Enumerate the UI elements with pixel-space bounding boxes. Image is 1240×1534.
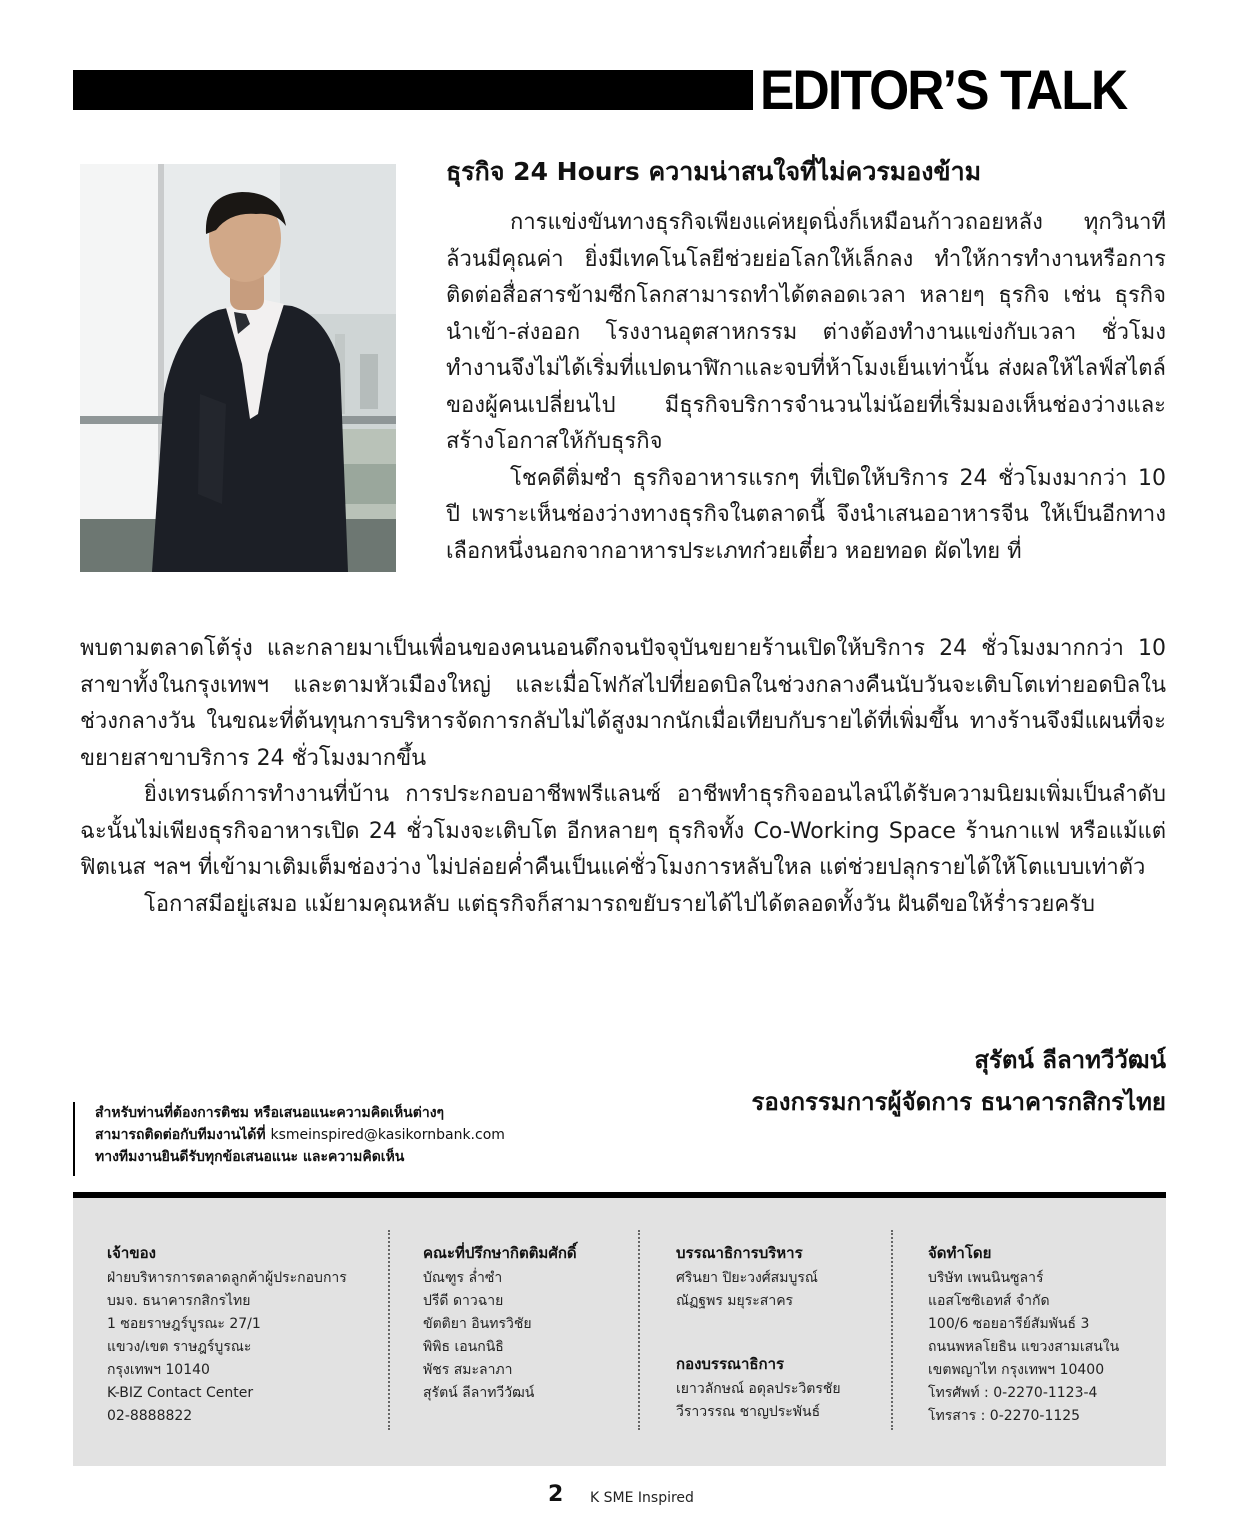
footer-editorial-line: เยาวลักษณ์ อดุลประวิตรชัย [676, 1381, 841, 1397]
paragraph-2-continued: พบตามตลาดโต้รุ่ง และกลายมาเป็นเพื่อนของคนนอนดึกจนปัจจุบันขยายร้านเปิดให้บริการ 24 ชั่วโมงมากกว่า 10 สาขาทั้งในกรุงเทพฯ และตามหัวเมืองใหญ่ และเมื่อโฟกัสไปที่ยอดบิลในช่วงกลางคืนนับวันจะเติบโตเท่ายอดบิลในช่วงกลางวัน ในขณะที่ต้นทุนการบริหารจัดการกลับไม่ได้สูงมากนักเมื่อเทียบกับรายได้ที่เพิ่มขึ้น ทางร้านจึงมีแผนที่จะขยายสาขาบริการ 24 ชั่วโมงมากขึ้น [80, 636, 1166, 771]
footer-managing-editors-heading: บรรณาธิการบริหาร [676, 1244, 803, 1262]
masthead-footer [73, 1198, 1166, 1466]
footer-producer-line: โทรศัพท์ : 0-2270-1123-4 [928, 1385, 1098, 1401]
footer-editorial-line: วีราวรรณ ชาญประพันธ์ [676, 1404, 821, 1420]
footer-owner-line: 1 ซอยราษฎร์บูรณะ 27/1 [107, 1316, 261, 1332]
article-title: ธุรกิจ 24 Hours ความน่าสนใจที่ไม่ควรมองข้าม [446, 157, 982, 186]
footer-owner-line: 02-8888822 [107, 1408, 193, 1424]
footer-owner-line: บมจ. ธนาคารกสิกรไทย [107, 1293, 251, 1309]
footer-producer-line: 100/6 ซอยอารีย์สัมพันธ์ 3 [928, 1316, 1090, 1332]
magazine-name: K SME Inspired [590, 1490, 694, 1506]
footer-advisors-line: บัณฑูร ล่ำซำ [423, 1270, 503, 1286]
footer-producer-line: บริษัท เพนนินซูลาร์ [928, 1270, 1044, 1286]
page-number: 2 [548, 1482, 564, 1507]
paragraph-2-start: โชคดีติ่มซำ ธุรกิจอาหารแรกๆ ที่เปิดให้บริการ 24 ชั่วโมงมากว่า 10 ปี เพราะเห็นช่องว่างทางธุรกิจในตลาดนี้ จึงนำเสนออาหารจีน ให้เป็นอีกทางเลือกหนึ่งนอกจากอาหารประเภทก๋วยเตี๋ยว หอยทอด ผัดไทย ที่ [446, 465, 1166, 564]
footer-advisors-line: ขัตติยา อินทรวิชัย [423, 1316, 532, 1332]
footer-owner-line: แขวง/เขต ราษฎร์บูรณะ [107, 1339, 252, 1355]
contact-email-link[interactable]: ksmeinspired@kasikornbank.com [270, 1127, 505, 1143]
footer-managing-editors [676, 1242, 891, 1424]
footer-divider [388, 1230, 390, 1430]
signature-name: สุรัตน์ ลีลาทวีวัฒน์ [974, 1046, 1166, 1074]
footer-producer-heading: จัดทำโดย [928, 1244, 992, 1262]
footer-managing-editors-line: ณัฏฐพร มยุระสาคร [676, 1293, 794, 1309]
footer-owner-line: K-BIZ Contact Center [107, 1385, 254, 1401]
footer-advisors-line: พิพิธ เอนกนิธิ [423, 1339, 504, 1355]
footer-producer-line: เขตพญาไท กรุงเทพฯ 10400 [928, 1362, 1105, 1378]
article-column-full [80, 631, 1166, 923]
footer-divider [638, 1230, 640, 1430]
footer-producer-line: ถนนพหลโยธิน แขวงสามเสนใน [928, 1339, 1120, 1355]
paragraph-4: โอกาสมีอยู่เสมอ แม้ยามคุณหลับ แต่ธุรกิจก็สามารถขยับรายได้ไปได้ตลอดทั้งวัน ฝันดีขอให้ร่ำรวยครับ [144, 891, 1095, 917]
section-title: EDITOR’S TALK [760, 58, 1127, 121]
footer-owner-line: ฝ่ายบริหารการตลาดลูกค้าผู้ประกอบการ [107, 1270, 347, 1286]
contact-line-2: สามารถติดต่อกับทีมงานได้ที่ ksmeinspired@kasikornbank.com [95, 1127, 505, 1143]
footer-producer-line: แอสโซซิเอทส์ จำกัด [928, 1293, 1050, 1309]
footer-advisors-heading: คณะที่ปรึกษากิตติมศักดิ์ [423, 1244, 577, 1262]
editor-photo [80, 164, 396, 572]
article-column-right [446, 205, 1166, 570]
paragraph-3: ยิ่งเทรนด์การทำงานที่บ้าน การประกอบอาชีพฟรีแลนซ์ อาชีพทำธุรกิจออนไลน์ได้รับความนิยมเพิ่มเป็นลำดับ ฉะนั้นไม่เพียงธุรกิจอาหารเปิด 24 ชั่วโมงจะเติบโต อีกหลายๆ ธุรกิจทั้ง Co-Working Space ร้านกาแฟ หรือแม้แต่ฟิตเนส ฯลฯ ที่เข้ามาเติมเต็มช่องว่าง ไม่ปล่อยค่ำคืนเป็นแค่ชั่วโมงการหลับใหล แต่ช่วยปลุกรายได้ให้โตแบบเท่าตัว [80, 782, 1166, 880]
signature-position: รองกรรมการผู้จัดการ ธนาคารกสิกรไทย [751, 1088, 1166, 1116]
footer-divider [891, 1230, 893, 1430]
contact-line-1: สำหรับท่านที่ต้องการติชม หรือเสนอแนะความคิดเห็นต่างๆ [95, 1105, 445, 1121]
footer-owner-heading: เจ้าของ [107, 1244, 156, 1262]
paragraph-1: การแข่งขันทางธุรกิจเพียงแค่หยุดนิ่งก็เหมือนก้าวถอยหลัง ทุกวินาทีล้วนมีคุณค่า ยิ่งมีเทคโนโลยีช่วยย่อโลกให้เล็กลง ทำให้การทำงานหรือการติดต่อสื่อสารข้ามซีกโลกสามารถทำได้ตลอดเวลา หลายๆ ธุรกิจ เช่น ธุรกิจนำเข้า-ส่งออก โรงงานอุตสาหกรรม ต่างต้องทำงานแข่งกับเวลา ชั่วโมงทำงานจึงไม่ได้เริ่มที่แปดนาฬิกาและจบที่ห้าโมงเย็นเท่านั้น ส่งผลให้ไลฟ์สไตล์ของผู้คนเปลี่ยนไป มีธุรกิจบริการจำนวนไม่น้อยที่เริ่มมองเห็นช่องว่างและสร้างโอกาสให้กับธุรกิจ [446, 210, 1166, 454]
footer-advisors-line: สุรัตน์ ลีลาทวีวัฒน์ [423, 1385, 535, 1401]
contact-note [73, 1102, 633, 1176]
footer-advisors [423, 1242, 643, 1405]
footer-editorial-heading: กองบรรณาธิการ [676, 1355, 785, 1373]
header-bar [73, 70, 753, 110]
contact-line-3: ทางทีมงานยินดีรับทุกข้อเสนอแนะ และความคิดเห็น [95, 1149, 405, 1165]
footer-managing-editors-line: ศรินยา ปิยะวงศ์สมบูรณ์ [676, 1270, 818, 1286]
footer-advisors-line: ปรีดี ดาวฉาย [423, 1293, 504, 1309]
footer-owner [107, 1242, 377, 1428]
footer-producer [928, 1242, 1158, 1428]
footer-advisors-line: พัชร สมะลาภา [423, 1362, 513, 1378]
footer-producer-line: โทรสาร : 0-2270-1125 [928, 1408, 1081, 1424]
footer-owner-line: กรุงเทพฯ 10140 [107, 1362, 210, 1378]
